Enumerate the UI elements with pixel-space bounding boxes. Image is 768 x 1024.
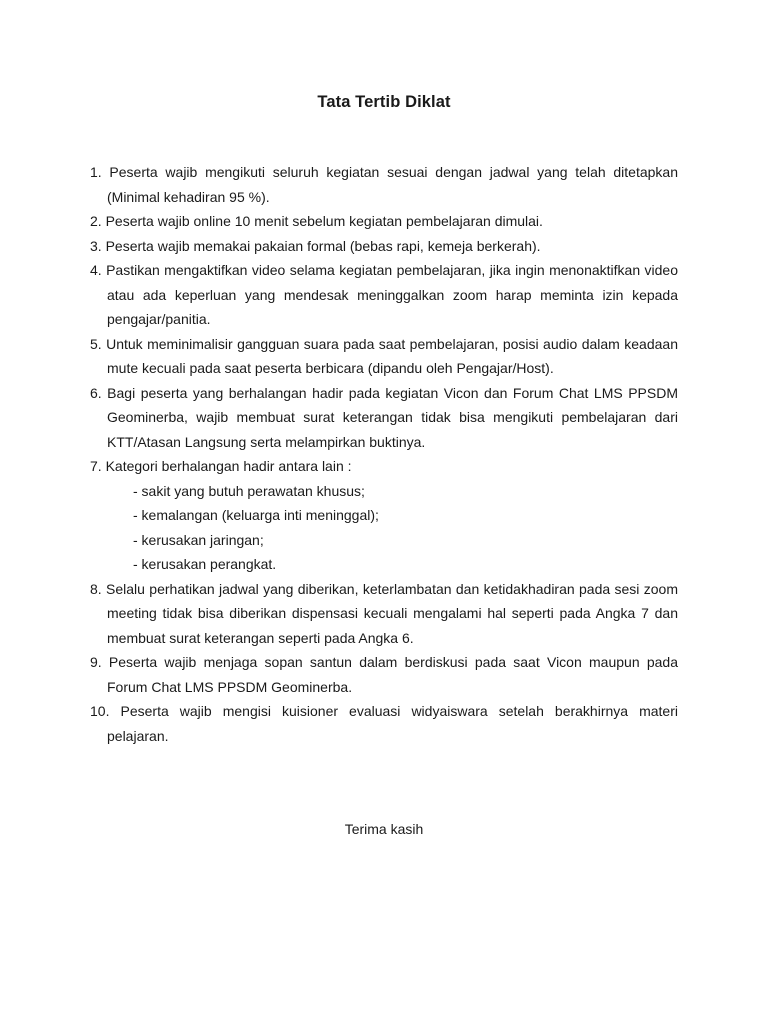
rule-item-9: 9. Peserta wajib menjaga sopan santun dalam berdiskusi pada saat Vicon maupun pada Forum Chat LMS PPSDM Geominerba. [90,654,678,695]
subitem-4: - kerusakan perangkat. [133,556,277,572]
closing-text: Terima kasih [344,821,424,837]
subitem-1: - sakit yang butuh perawatan khusus; [133,482,365,499]
rules-list [90,160,678,748]
rule-item-2: 2. Peserta wajib online 10 menit sebelum kegiatan pembelajaran dimulai. [90,213,543,229]
rule-item-6: 6. Bagi peserta yang berhalangan hadir pada kegiatan Vicon dan Forum Chat LMS PPSDM Geominerba, wajib membuat surat keterangan tidak bisa mengikuti pembelajaran dari KTT/Atasan Langsung serta melampirkan buktinya. [90,384,678,450]
rule-item-4: 4. Pastikan mengaktifkan video selama kegiatan pembelajaran, jika ingin menonaktifkan video atau ada keperluan yang mendesak meninggalkan zoom harap meminta izin kepada pengajar/panitia. [90,262,678,327]
rule-item-5: 5. Untuk meminimalisir gangguan suara pada saat pembelajaran, posisi audio dalam keadaan mute kecuali pada saat peserta berbicara (dipandu oleh Pengajar/Host). [90,335,678,376]
rule-item-3: 3. Peserta wajib memakai pakaian formal (bebas rapi, kemeja berkerah). [90,237,541,254]
rule-item-10: 10. Peserta wajib mengisi kuisioner evaluasi widyaiswara setelah berakhirnya materi pelajaran. [90,703,678,744]
subitem-3: - kerusakan jaringan; [133,531,264,548]
rule-item-7: 7. Kategori berhalangan hadir antara lain : [90,458,352,474]
rule-item-8: 8. Selalu perhatikan jadwal yang diberikan, keterlambatan dan ketidakhadiran pada sesi zoom meeting tidak bisa diberikan dispensasi kecuali mengalami hal seperti pada Angka 7 dan membuat surat keterangan seperti pada Angka 6. [90,580,678,646]
subitem-2: - kemalangan (keluarga inti meninggal); [133,507,379,523]
rule-item-1: 1. Peserta wajib mengikuti seluruh kegiatan sesuai dengan jadwal yang telah ditetapkan (Minimal kehadiran 95 %). [90,164,678,205]
document-title: Tata Tertib Diklat [317,93,451,111]
